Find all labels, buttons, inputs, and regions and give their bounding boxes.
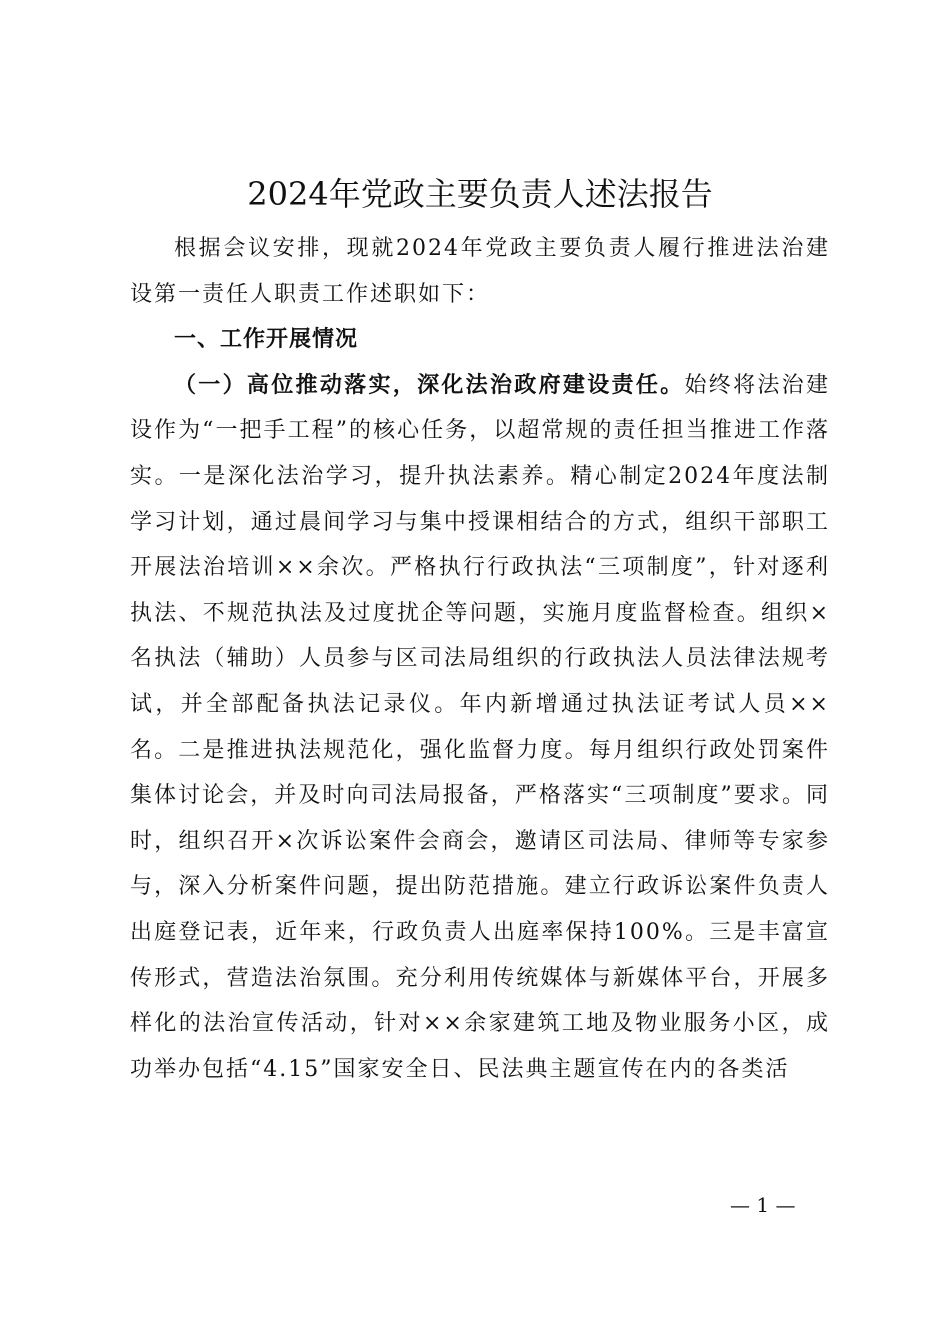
intro-paragraph: 根据会议安排，现就2024年党政主要负责人履行推进法治建设第一责任人职责工作述职如下： [130,236,830,307]
page-number: — 1 — [730,1193,796,1217]
subsection-paragraph [130,363,830,1093]
document-title: 2024年党政主要负责人述法报告 [247,175,713,213]
document-body [130,226,830,1092]
subsection-lead: （一）高位推动落实，深化法治政府建设责任。 [174,371,685,398]
subsection-body: 始终将法治建设作为“一把手工程”的核心任务，以超常规的责任担当推进工作落实。一是深化法治学习，提升执法素养。精心制定2024年度法制学习计划，通过晨间学习与集中授课相结合的方式，组织干部职工开展法治培训××余次。严格执行行政执法“三项制度”，针对逐利执法、不规范执法及过度扰企等问题，实施月度监督检查。组织×名执法（辅助）人员参与区司法局组织的行政执法人员法律法规考试，并全部配备执法记录仪。年内新增通过执法证考试人员××名。二是推进执法规范化，强化监督力度。每月组织行政处罚案件集体讨论会，并及时向司法局报备，严格落实“三项制度”要求。同时，组织召开×次诉讼案件会商会，邀请区司法局、律师等专家参与，深入分析案件问题，提出防范措施。建立行政诉讼案件负责人出庭登记表，近年来，行政负责人出庭率保持100%。三是丰富宣传形式，营造法治氛围。充分利用传统媒体与新媒体平台，开展多样化的法治宣传活动，针对××余家建筑工地及物业服务小区，成功举办包括“4.15”国家安全日、民法典主题宣传在内的各类活 [130,372,830,1082]
section-heading: 一、工作开展情况 [174,327,359,353]
